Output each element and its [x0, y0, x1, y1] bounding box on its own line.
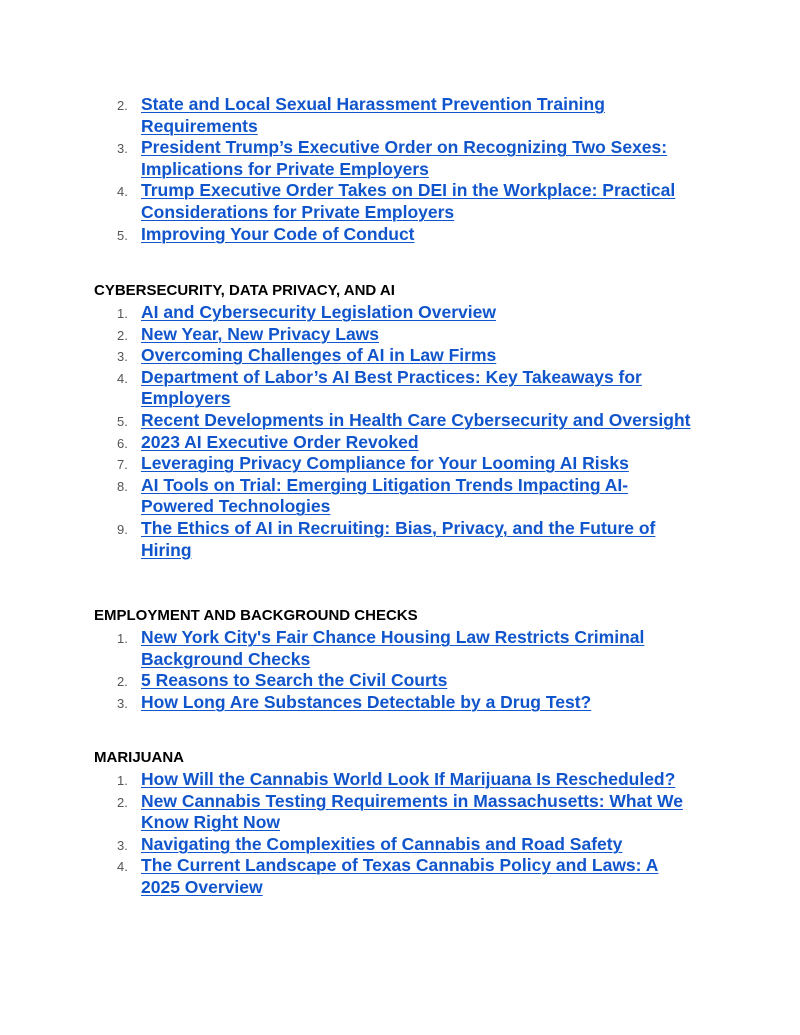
article-list: [94, 769, 734, 899]
article-link[interactable]: AI and Cybersecurity Legislation Overview: [141, 302, 496, 322]
article-link[interactable]: Recent Developments in Health Care Cybersecurity and Oversight: [141, 409, 691, 430]
list-item: [94, 94, 734, 137]
article-link[interactable]: 2023 AI Executive Order Revoked: [141, 431, 419, 452]
section-cybersecurity: [94, 282, 734, 561]
list-item: [94, 475, 734, 518]
article-link[interactable]: New York City's Fair Chance Housing Law Restricts Criminal Background Checks: [141, 627, 645, 669]
article-list: [94, 302, 734, 561]
article-link[interactable]: Department of Labor’s AI Best Practices: Key Takeaways for Employers: [141, 366, 642, 409]
list-item: [94, 137, 734, 180]
list-number: 1.: [117, 306, 128, 321]
list-number: 4.: [117, 184, 128, 200]
list-item: [94, 692, 734, 714]
list-number: 3.: [117, 695, 128, 711]
list-item: [94, 432, 734, 454]
article-link[interactable]: State and Local Sexual Harassment Prevention Training Requirements: [141, 94, 605, 136]
article-link[interactable]: Trump Executive Order Takes on DEI in the Workplace: Practical Considerations for Private Employers: [141, 180, 676, 222]
article-list: [94, 94, 734, 245]
list-number: 6.: [117, 435, 128, 451]
list-item: [94, 410, 734, 432]
article-link[interactable]: The Current Landscape of Texas Cannabis Policy and Laws: A 2025 Overview: [141, 855, 659, 897]
section-heading: MARIJUANA: [94, 749, 184, 766]
article-link[interactable]: The Ethics of AI in Recruiting: Bias, Privacy, and the Future of Hiring: [141, 517, 656, 560]
list-number: 9.: [117, 521, 128, 537]
list-item: [94, 324, 734, 346]
list-number: 2.: [117, 794, 128, 810]
article-list: [94, 627, 734, 713]
list-item: [94, 367, 734, 410]
list-item: [94, 302, 734, 324]
article-link[interactable]: How Will the Cannabis World Look If Marijuana Is Rescheduled?: [141, 769, 676, 789]
list-item: [94, 791, 734, 834]
list-item: [94, 627, 734, 670]
list-number: 1.: [117, 631, 128, 646]
list-number: 8.: [117, 478, 128, 494]
list-number: 3.: [117, 349, 128, 365]
list-item: [94, 518, 734, 561]
list-number: 2.: [117, 674, 128, 690]
list-item: [94, 345, 734, 367]
article-link[interactable]: Overcoming Challenges of AI in Law Firms: [141, 345, 497, 366]
article-link[interactable]: Navigating the Complexities of Cannabis and Road Safety: [141, 833, 623, 854]
list-item: [94, 224, 734, 246]
list-number: 5.: [117, 227, 128, 243]
list-item: [94, 670, 734, 692]
section-heading: EMPLOYMENT AND BACKGROUND CHECKS: [94, 607, 418, 624]
list-number: 4.: [117, 370, 128, 386]
section-harassment-dei: [94, 94, 734, 245]
list-number: 2.: [117, 327, 128, 343]
list-number: 5.: [117, 413, 128, 429]
list-number: 2.: [117, 98, 128, 113]
list-number: 4.: [117, 859, 128, 875]
section-marijuana: [94, 749, 734, 899]
section-background-checks: [94, 607, 734, 713]
section-heading: CYBERSECURITY, DATA PRIVACY, AND AI: [94, 282, 395, 299]
article-link[interactable]: Improving Your Code of Conduct: [141, 223, 415, 244]
list-number: 3.: [117, 141, 128, 157]
list-number: 3.: [117, 837, 128, 853]
article-link[interactable]: New Cannabis Testing Requirements in Massachusetts: What We Know Right Now: [141, 790, 683, 833]
list-number: 7.: [117, 457, 128, 473]
article-link[interactable]: Leveraging Privacy Compliance for Your Looming AI Risks: [141, 453, 629, 474]
article-link[interactable]: New Year, New Privacy Laws: [141, 323, 380, 344]
list-item: [94, 834, 734, 856]
list-number: 1.: [117, 773, 128, 788]
list-item: [94, 180, 734, 223]
list-item: [94, 855, 734, 898]
list-item: [94, 453, 734, 475]
article-link[interactable]: 5 Reasons to Search the Civil Courts: [141, 670, 448, 691]
list-item: [94, 769, 734, 791]
article-link[interactable]: President Trump’s Executive Order on Recognizing Two Sexes: Implications for Private Employers: [141, 137, 668, 179]
article-link[interactable]: How Long Are Substances Detectable by a Drug Test?: [141, 691, 592, 712]
article-link[interactable]: AI Tools on Trial: Emerging Litigation Trends Impacting AI-Powered Technologies: [141, 474, 629, 517]
